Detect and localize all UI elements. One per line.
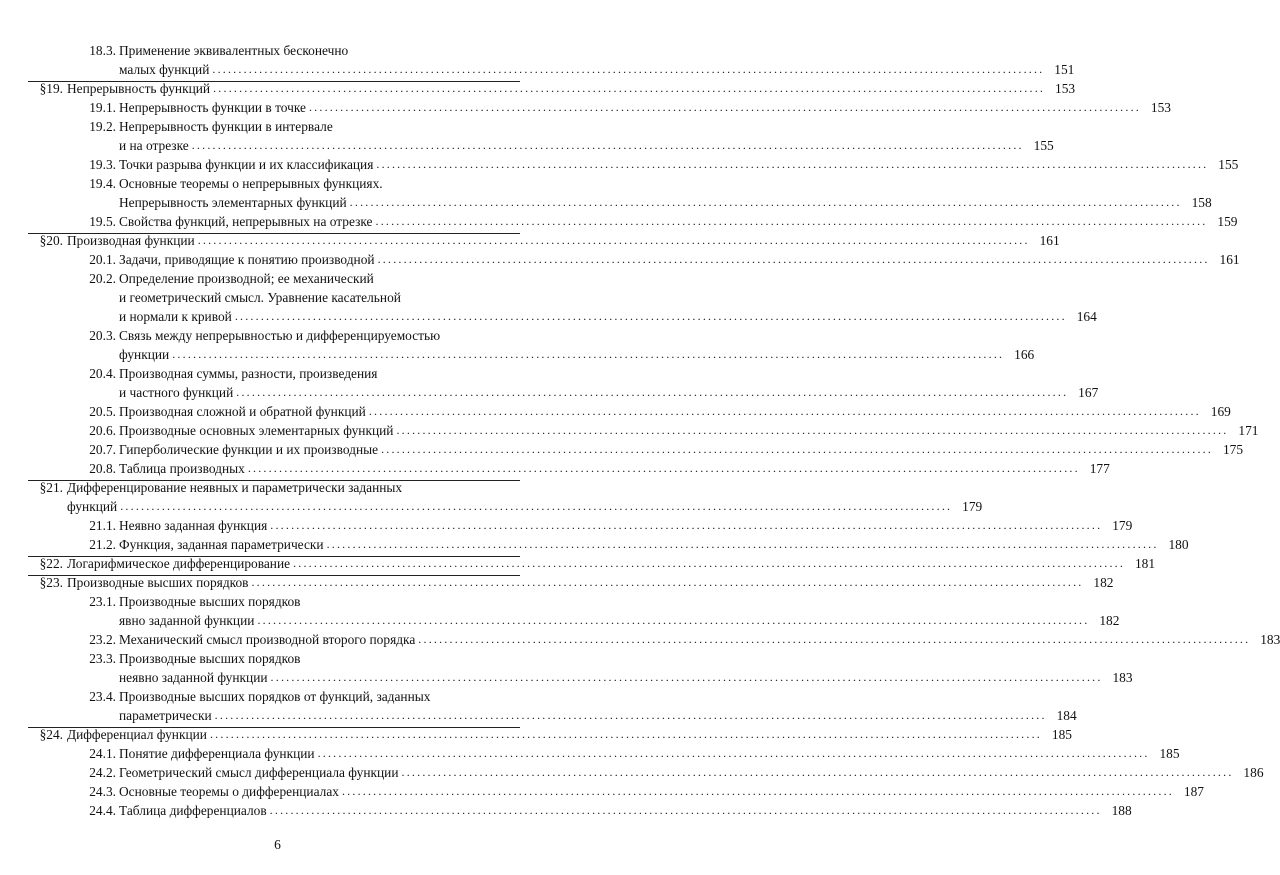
dot-leader — [381, 440, 1213, 459]
toc-page-number: 185 — [1051, 727, 1072, 742]
toc-entry-number: 20.3. — [89, 328, 116, 343]
toc-entry-title: Связь между непрерывностью и дифференцируемостью — [119, 328, 441, 343]
toc-page-number: 179 — [962, 499, 983, 514]
section-divider — [28, 233, 520, 234]
toc-page-number: 159 — [1217, 214, 1238, 229]
toc-subsection-line — [28, 326, 520, 345]
dot-leader — [271, 668, 1103, 687]
dot-leader — [350, 193, 1182, 212]
toc-entry-number: 21.1. — [89, 518, 116, 533]
toc-entry-title: неявно заданной функции — [119, 670, 268, 685]
toc-subsection-line — [28, 630, 1280, 649]
toc-page-number: 155 — [1218, 157, 1239, 172]
toc-page-number: 180 — [1168, 537, 1189, 552]
toc-subsection-line — [28, 155, 1239, 174]
toc-entry-number: 23.1. — [89, 594, 116, 609]
toc-subsection-line — [28, 706, 1077, 725]
toc-entry-title: Неявно заданная функция — [119, 518, 268, 533]
dot-leader — [257, 611, 1089, 630]
toc-page-number: 171 — [1238, 423, 1259, 438]
toc-page-number: 188 — [1111, 803, 1132, 818]
toc-page-number: 177 — [1089, 461, 1110, 476]
toc-entry-title: Непрерывность элементарных функций — [119, 195, 347, 210]
toc-entry-title: Производная суммы, разности, произведения — [119, 366, 378, 381]
toc-entry-title: параметрически — [119, 708, 212, 723]
toc-subsection-line — [28, 383, 1099, 402]
toc-entry-title: Непрерывность функций — [67, 81, 211, 96]
toc-entry-number: 20.2. — [89, 271, 116, 286]
toc-page-number: 185 — [1159, 746, 1180, 761]
toc-entry-number: 20.7. — [89, 442, 116, 457]
dot-leader — [236, 383, 1068, 402]
dot-leader — [378, 250, 1210, 269]
section-divider — [28, 556, 520, 557]
toc-subsection-line — [28, 136, 1054, 155]
toc-entry-number: §22. — [39, 556, 63, 571]
toc-entry-title: Логарифмическое дифференцирование — [67, 556, 291, 571]
toc-entry-number: 23.2. — [89, 632, 116, 647]
toc-subsection-line — [28, 516, 1133, 535]
toc-page-number: 187 — [1183, 784, 1204, 799]
toc-entry-title: Основные теоремы о непрерывных функциях. — [119, 176, 383, 191]
section-divider — [28, 727, 520, 728]
dot-leader — [248, 459, 1080, 478]
toc-page-number: 158 — [1191, 195, 1212, 210]
toc-page-number: 161 — [1219, 252, 1240, 267]
toc-subsection-line — [28, 212, 1238, 231]
toc-subsection-line — [28, 269, 520, 288]
toc-entry-number: 20.1. — [89, 252, 116, 267]
section-divider — [28, 480, 520, 481]
toc-entry-number: 23.3. — [89, 651, 116, 666]
toc-page-number: 169 — [1210, 404, 1231, 419]
toc-entry-number: 24.1. — [89, 746, 116, 761]
toc-entry-number: 20.5. — [89, 404, 116, 419]
dot-leader — [120, 497, 952, 516]
toc-entry-number: 24.2. — [89, 765, 116, 780]
toc-entry-title: Геометрический смысл дифференциала функции — [119, 765, 399, 780]
toc-entry-title: функций — [67, 499, 118, 514]
toc-entry-title: Производные основных элементарных функций — [119, 423, 394, 438]
toc-entry-number: §20. — [39, 233, 63, 248]
toc-subsection-line — [28, 687, 520, 706]
toc-entry-number: 24.4. — [89, 803, 116, 818]
toc-entry-title: и геометрический смысл. Уравнение касательной — [119, 290, 401, 305]
dot-leader — [396, 421, 1228, 440]
toc-entry-number: 19.2. — [89, 119, 116, 134]
toc-entry-number: 19.4. — [89, 176, 116, 191]
toc-entry-number: 20.8. — [89, 461, 116, 476]
dot-leader — [270, 801, 1102, 820]
toc-entry-title: Производные высших порядков — [67, 575, 249, 590]
toc-subsection-line — [28, 782, 1204, 801]
toc-subsection-line — [28, 421, 1259, 440]
section-divider — [28, 575, 520, 576]
toc-entry-number: 20.4. — [89, 366, 116, 381]
toc-entry-title: Производные высших порядков от функций, заданных — [119, 689, 431, 704]
toc-page-number: 153 — [1150, 100, 1171, 115]
toc-entry-number: 19.1. — [89, 100, 116, 115]
toc-entry-title: Гиперболические функции и их производные — [119, 442, 379, 457]
toc-entry-title: Производные высших порядков — [119, 594, 301, 609]
toc-subsection-line — [28, 41, 520, 60]
toc-subsection-line — [28, 402, 1231, 421]
toc-subsection-line — [28, 592, 520, 611]
toc-page-number: 164 — [1076, 309, 1097, 324]
toc-entry-title: малых функций — [119, 62, 210, 77]
dot-leader — [212, 60, 1044, 79]
toc-subsection-line — [28, 174, 520, 193]
dot-leader — [215, 706, 1047, 725]
toc-entry-title: Непрерывность функции в точке — [119, 100, 306, 115]
toc-page-number: 181 — [1134, 556, 1156, 571]
toc-entry-title: Функция, заданная параметрически — [119, 537, 324, 552]
toc-page-number: 151 — [1054, 62, 1075, 77]
dot-leader — [172, 345, 1004, 364]
toc-page-number: 182 — [1093, 575, 1114, 590]
toc-page-number: 186 — [1243, 765, 1264, 780]
toc-entry-number: 20.6. — [89, 423, 116, 438]
toc-page-number: 179 — [1112, 518, 1133, 533]
toc-subsection-line — [28, 440, 1244, 459]
toc-subsection-line — [28, 288, 520, 307]
toc-entry-title: Таблица производных — [119, 461, 245, 476]
toc-page-number: 183 — [1260, 632, 1280, 647]
toc-subsection-line — [28, 117, 520, 136]
toc-subsection-line — [28, 668, 1133, 687]
toc-subsection-line — [28, 98, 1171, 117]
toc-subsection-line — [28, 364, 520, 383]
dot-leader — [318, 744, 1150, 763]
toc-subsection-line — [28, 763, 1264, 782]
toc-page-number: 182 — [1099, 613, 1120, 628]
toc-entry-number: 21.2. — [89, 537, 116, 552]
dot-leader — [402, 763, 1234, 782]
toc-entry-title: и нормали к кривой — [119, 309, 232, 324]
dot-leader — [192, 136, 1024, 155]
toc-entry-title: Таблица дифференциалов — [119, 803, 267, 818]
toc-page-number: 183 — [1112, 670, 1133, 685]
toc-entry-number: 19.5. — [89, 214, 116, 229]
toc-entry-number: §24. — [39, 727, 63, 742]
toc-subsection-line — [28, 801, 1132, 820]
toc-entry-number: 19.3. — [89, 157, 116, 172]
dot-leader — [376, 212, 1208, 231]
toc-entry-title: функции — [119, 347, 170, 362]
toc-page-number: 153 — [1055, 81, 1076, 96]
section-divider — [28, 81, 520, 82]
toc-subsection-line — [28, 611, 1120, 630]
toc-subsection-line — [28, 649, 520, 668]
toc-entry-number: 24.3. — [89, 784, 116, 799]
dot-leader — [376, 155, 1208, 174]
toc-entry-number: 23.4. — [89, 689, 116, 704]
toc-subsection-line — [28, 307, 1097, 326]
toc-entry-title: Свойства функций, непрерывных на отрезке — [119, 214, 373, 229]
toc-entry-number: §19. — [39, 81, 63, 96]
toc-page-number: 184 — [1056, 708, 1077, 723]
toc-entry-title: и на отрезке — [119, 138, 189, 153]
toc-entry-title: Понятие дифференциала функции — [119, 746, 315, 761]
toc-entry-title: Задачи, приводящие к понятию производной — [119, 252, 375, 267]
dot-leader — [327, 535, 1159, 554]
toc-page-number: 166 — [1014, 347, 1035, 362]
table-of-contents — [28, 41, 1280, 820]
toc-section-line — [28, 497, 983, 516]
toc-entry-title: явно заданной функции — [119, 613, 255, 628]
toc-entry-title: Применение эквивалентных бесконечно — [119, 43, 349, 58]
toc-entry-title: Точки разрыва функции и их классификация — [119, 157, 374, 172]
toc-entry-title: Производные высших порядков — [119, 651, 301, 666]
dot-leader — [342, 782, 1174, 801]
dot-leader — [270, 516, 1102, 535]
toc-entry-title: Дифференцирование неявных и параметрически заданных — [67, 480, 403, 495]
toc-subsection-line — [28, 250, 1240, 269]
page-number: 6 — [274, 837, 281, 852]
toc-page-number: 155 — [1033, 138, 1054, 153]
toc-subsection-line — [28, 459, 1110, 478]
toc-entry-number: 18.3. — [89, 43, 116, 58]
toc-subsection-line — [28, 535, 1189, 554]
toc-entry-title: Производная функции — [67, 233, 195, 248]
dot-leader — [309, 98, 1141, 117]
toc-entry-number: §23. — [39, 575, 63, 590]
toc-entry-title: Определение производной; ее механический — [119, 271, 374, 286]
toc-subsection-line — [28, 60, 1075, 79]
dot-leader — [418, 630, 1250, 649]
toc-subsection-line — [28, 193, 1212, 212]
toc-entry-title: Непрерывность функции в интервале — [119, 119, 333, 134]
toc-subsection-line — [28, 744, 1180, 763]
toc-page-number: 161 — [1039, 233, 1060, 248]
toc-page-number: 167 — [1078, 385, 1099, 400]
dot-leader — [235, 307, 1067, 326]
toc-entry-title: Основные теоремы о дифференциалах — [119, 784, 339, 799]
toc-entry-title: Механический смысл производной второго порядка — [119, 632, 416, 647]
dot-leader — [369, 402, 1201, 421]
toc-entry-title: и частного функций — [119, 385, 234, 400]
toc-subsection-line — [28, 345, 1035, 364]
toc-entry-number: §21. — [39, 480, 63, 495]
toc-entry-title: Дифференциал функции — [67, 727, 207, 742]
toc-entry-title: Производная сложной и обратной функций — [119, 404, 366, 419]
toc-page-number: 175 — [1222, 442, 1244, 457]
